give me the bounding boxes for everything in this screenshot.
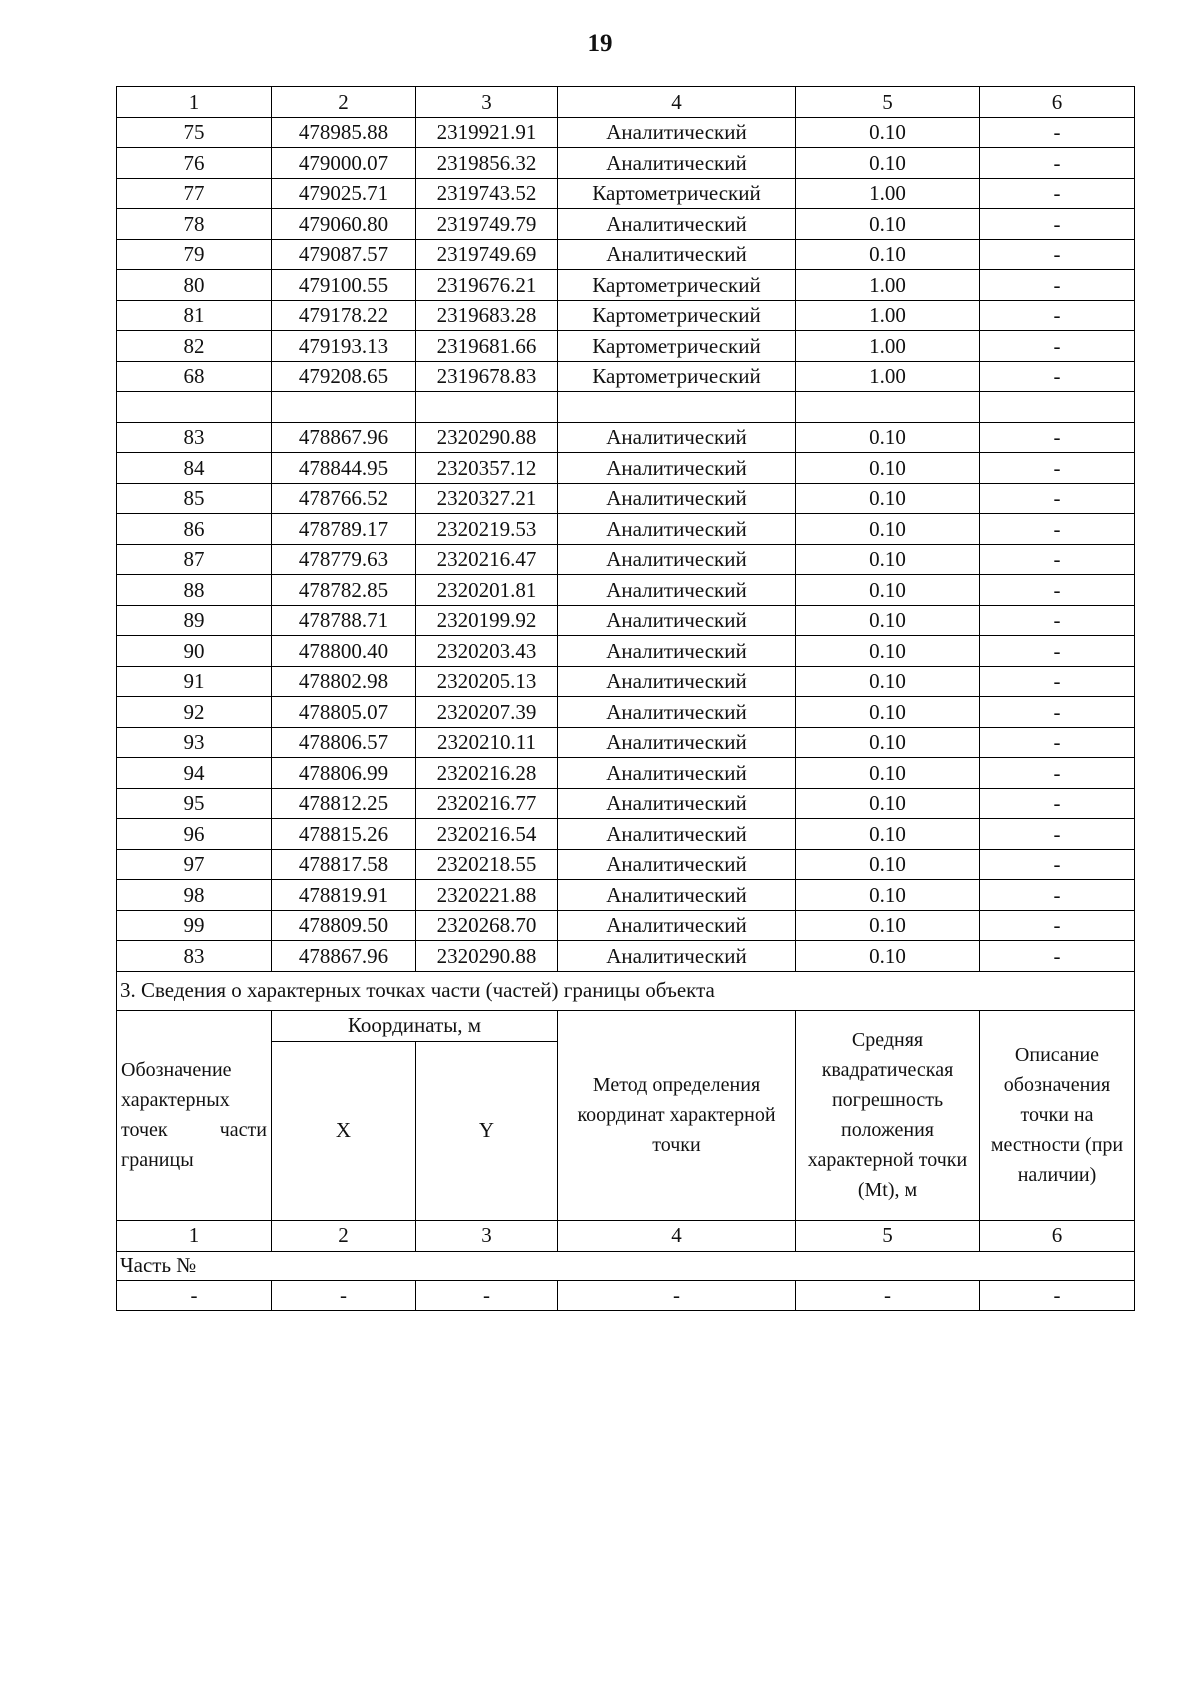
x-coordinate-cell: 478815.26 (272, 819, 416, 850)
y-coordinate-cell: 2319856.32 (416, 148, 558, 179)
empty-cell (980, 392, 1135, 423)
column-number-cell: 2 (272, 87, 416, 118)
point-cell: 81 (117, 300, 272, 331)
x-coordinate-cell: 478779.63 (272, 544, 416, 575)
x-coordinate-cell: 479193.13 (272, 331, 416, 362)
table-row (117, 331, 1135, 362)
column-number-cell: 5 (796, 1220, 980, 1251)
part-label: Часть № (117, 1251, 1135, 1280)
part-label-row (117, 1251, 1135, 1280)
header-method: Метод определения координат характерной точки (558, 1010, 796, 1220)
y-coordinate-cell: 2319921.91 (416, 117, 558, 148)
point-cell: 82 (117, 331, 272, 362)
point-cell: 77 (117, 178, 272, 209)
method-cell: Аналитический (558, 910, 796, 941)
accuracy-cell: 0.10 (796, 697, 980, 728)
description-cell: - (980, 575, 1135, 606)
method-cell: Аналитический (558, 758, 796, 789)
description-cell: - (980, 697, 1135, 728)
accuracy-cell: 0.10 (796, 849, 980, 880)
y-coordinate-cell: 2320290.88 (416, 941, 558, 972)
method-cell: Картометрический (558, 178, 796, 209)
table-row (117, 819, 1135, 850)
y-coordinate-cell: 2320268.70 (416, 910, 558, 941)
x-coordinate-cell: 478788.71 (272, 605, 416, 636)
column-number-cell: 5 (796, 87, 980, 118)
accuracy-cell: 0.10 (796, 239, 980, 270)
x-coordinate-cell: 479178.22 (272, 300, 416, 331)
method-cell: Картометрический (558, 300, 796, 331)
y-coordinate-cell: 2320216.77 (416, 788, 558, 819)
column-number-cell: 6 (980, 1220, 1135, 1251)
accuracy-cell: 0.10 (796, 941, 980, 972)
x-coordinate-cell: 478867.96 (272, 941, 416, 972)
x-coordinate-cell: 478800.40 (272, 636, 416, 667)
accuracy-cell: 1.00 (796, 300, 980, 331)
table-row (117, 544, 1135, 575)
column-number-cell: 4 (558, 1220, 796, 1251)
table-row (117, 178, 1135, 209)
column-number-cell: 1 (117, 1220, 272, 1251)
section-title-row (117, 971, 1135, 1010)
accuracy-cell: 1.00 (796, 178, 980, 209)
method-cell: Аналитический (558, 483, 796, 514)
x-coordinate-cell: 478817.58 (272, 849, 416, 880)
y-coordinate-cell: 2319749.79 (416, 209, 558, 240)
description-cell: - (980, 788, 1135, 819)
point-cell: 83 (117, 941, 272, 972)
empty-cell (416, 392, 558, 423)
accuracy-cell: 0.10 (796, 483, 980, 514)
column-number-cell: 4 (558, 87, 796, 118)
part-data-row (117, 1280, 1135, 1311)
empty-cell (558, 392, 796, 423)
accuracy-cell: 0.10 (796, 605, 980, 636)
table-row (117, 910, 1135, 941)
method-cell: Аналитический (558, 697, 796, 728)
table-row (117, 117, 1135, 148)
y-coordinate-cell: 2320203.43 (416, 636, 558, 667)
table-row (117, 636, 1135, 667)
table-row (117, 727, 1135, 758)
point-cell: 94 (117, 758, 272, 789)
point-cell: 92 (117, 697, 272, 728)
section-header-row (117, 1010, 1135, 1041)
description-cell: - (980, 666, 1135, 697)
method-cell: Аналитический (558, 514, 796, 545)
x-coordinate-cell: 479208.65 (272, 361, 416, 392)
point-cell: 85 (117, 483, 272, 514)
point-cell: 79 (117, 239, 272, 270)
accuracy-cell: 0.10 (796, 880, 980, 911)
description-cell: - (980, 483, 1135, 514)
description-cell: - (980, 544, 1135, 575)
method-cell: Картометрический (558, 331, 796, 362)
y-coordinate-cell: 2320216.54 (416, 819, 558, 850)
description-cell: - (980, 849, 1135, 880)
accuracy-cell: 0.10 (796, 453, 980, 484)
y-coordinate-cell: 2320210.11 (416, 727, 558, 758)
y-coordinate-cell: 2320199.92 (416, 605, 558, 636)
table-row (117, 697, 1135, 728)
table-row (117, 148, 1135, 179)
y-coordinate-cell: 2320207.39 (416, 697, 558, 728)
x-coordinate-cell: 478985.88 (272, 117, 416, 148)
y-coordinate-cell: 2319681.66 (416, 331, 558, 362)
description-cell: - (980, 422, 1135, 453)
y-coordinate-cell: 2320219.53 (416, 514, 558, 545)
table-row (117, 941, 1135, 972)
point-cell: 78 (117, 209, 272, 240)
method-cell: Аналитический (558, 788, 796, 819)
column-number-cell: 3 (416, 1220, 558, 1251)
y-coordinate-cell: 2320216.47 (416, 544, 558, 575)
table-row (117, 666, 1135, 697)
description-cell: - (980, 148, 1135, 179)
description-cell: - (980, 239, 1135, 270)
part-value-cell: - (272, 1280, 416, 1311)
point-cell: 89 (117, 605, 272, 636)
point-cell: 97 (117, 849, 272, 880)
description-cell: - (980, 605, 1135, 636)
table-row (117, 300, 1135, 331)
description-cell: - (980, 300, 1135, 331)
x-coordinate-cell: 478802.98 (272, 666, 416, 697)
method-cell: Картометрический (558, 270, 796, 301)
method-cell: Аналитический (558, 148, 796, 179)
point-cell: 90 (117, 636, 272, 667)
method-cell: Аналитический (558, 239, 796, 270)
x-coordinate-cell: 478789.17 (272, 514, 416, 545)
y-coordinate-cell: 2319743.52 (416, 178, 558, 209)
y-coordinate-cell: 2319749.69 (416, 239, 558, 270)
accuracy-cell: 0.10 (796, 209, 980, 240)
accuracy-cell: 1.00 (796, 331, 980, 362)
description-cell: - (980, 117, 1135, 148)
x-coordinate-cell: 478782.85 (272, 575, 416, 606)
description-cell: - (980, 270, 1135, 301)
section-column-number-row (117, 1220, 1135, 1251)
method-cell: Аналитический (558, 117, 796, 148)
table-row (117, 239, 1135, 270)
table-row (117, 209, 1135, 240)
table-row (117, 605, 1135, 636)
description-cell: - (980, 758, 1135, 789)
x-coordinate-cell: 478809.50 (272, 910, 416, 941)
page-number: 19 (587, 30, 613, 57)
y-coordinate-cell: 2320201.81 (416, 575, 558, 606)
accuracy-cell: 0.10 (796, 788, 980, 819)
y-coordinate-cell: 2320290.88 (416, 422, 558, 453)
x-coordinate-cell: 478806.57 (272, 727, 416, 758)
point-cell: 83 (117, 422, 272, 453)
point-cell: 75 (117, 117, 272, 148)
method-cell: Картометрический (558, 361, 796, 392)
section-title: 3. Сведения о характерных точках части (частей) границы объекта (117, 971, 1135, 1010)
description-cell: - (980, 453, 1135, 484)
boundary-points-table (116, 86, 1135, 1311)
accuracy-cell: 0.10 (796, 148, 980, 179)
x-coordinate-cell: 479087.57 (272, 239, 416, 270)
method-cell: Аналитический (558, 605, 796, 636)
method-cell: Аналитический (558, 880, 796, 911)
header-description: Описание обозначения точки на местности (при наличии) (980, 1010, 1135, 1220)
description-cell: - (980, 209, 1135, 240)
point-cell: 88 (117, 575, 272, 606)
table-row (117, 788, 1135, 819)
part-value-cell: - (558, 1280, 796, 1311)
x-coordinate-cell: 478819.91 (272, 880, 416, 911)
accuracy-cell: 0.10 (796, 544, 980, 575)
point-cell: 76 (117, 148, 272, 179)
method-cell: Аналитический (558, 849, 796, 880)
y-coordinate-cell: 2320218.55 (416, 849, 558, 880)
point-cell: 91 (117, 666, 272, 697)
table-row (117, 453, 1135, 484)
description-cell: - (980, 727, 1135, 758)
table-row (117, 361, 1135, 392)
table-row (117, 514, 1135, 545)
point-cell: 98 (117, 880, 272, 911)
point-cell: 84 (117, 453, 272, 484)
x-coordinate-cell: 479100.55 (272, 270, 416, 301)
y-coordinate-cell: 2320216.28 (416, 758, 558, 789)
empty-cell (796, 392, 980, 423)
y-coordinate-cell: 2319676.21 (416, 270, 558, 301)
table-row (117, 849, 1135, 880)
column-number-cell: 3 (416, 87, 558, 118)
accuracy-cell: 0.10 (796, 422, 980, 453)
accuracy-cell: 0.10 (796, 575, 980, 606)
table-row (117, 758, 1135, 789)
x-coordinate-cell: 478867.96 (272, 422, 416, 453)
description-cell: - (980, 514, 1135, 545)
description-cell: - (980, 331, 1135, 362)
method-cell: Аналитический (558, 941, 796, 972)
part-value-cell: - (796, 1280, 980, 1311)
empty-cell (117, 392, 272, 423)
y-coordinate-cell: 2319678.83 (416, 361, 558, 392)
x-coordinate-cell: 478805.07 (272, 697, 416, 728)
method-cell: Аналитический (558, 666, 796, 697)
accuracy-cell: 0.10 (796, 758, 980, 789)
point-cell: 93 (117, 727, 272, 758)
part-value-cell: - (117, 1280, 272, 1311)
x-coordinate-cell: 479025.71 (272, 178, 416, 209)
accuracy-cell: 0.10 (796, 636, 980, 667)
column-number-row (117, 87, 1135, 118)
accuracy-cell: 0.10 (796, 666, 980, 697)
point-cell: 68 (117, 361, 272, 392)
accuracy-cell: 0.10 (796, 819, 980, 850)
description-cell: - (980, 880, 1135, 911)
point-cell: 96 (117, 819, 272, 850)
column-number-cell: 6 (980, 87, 1135, 118)
point-cell: 87 (117, 544, 272, 575)
y-coordinate-cell: 2320357.12 (416, 453, 558, 484)
x-coordinate-cell: 478844.95 (272, 453, 416, 484)
y-coordinate-cell: 2320221.88 (416, 880, 558, 911)
column-number-cell: 2 (272, 1220, 416, 1251)
method-cell: Аналитический (558, 544, 796, 575)
x-coordinate-cell: 478812.25 (272, 788, 416, 819)
point-cell: 86 (117, 514, 272, 545)
x-coordinate-cell: 479000.07 (272, 148, 416, 179)
header-coordinates: Координаты, м (272, 1010, 558, 1041)
description-cell: - (980, 819, 1135, 850)
description-cell: - (980, 178, 1135, 209)
method-cell: Аналитический (558, 209, 796, 240)
table-row (117, 422, 1135, 453)
x-coordinate-cell: 478766.52 (272, 483, 416, 514)
description-cell: - (980, 361, 1135, 392)
accuracy-cell: 0.10 (796, 514, 980, 545)
y-coordinate-cell: 2320327.21 (416, 483, 558, 514)
point-cell: 95 (117, 788, 272, 819)
x-coordinate-cell: 478806.99 (272, 758, 416, 789)
y-coordinate-cell: 2320205.13 (416, 666, 558, 697)
x-coordinate-cell: 479060.80 (272, 209, 416, 240)
method-cell: Аналитический (558, 636, 796, 667)
method-cell: Аналитический (558, 727, 796, 758)
header-point-designation: Обозначение характерных точек части границы (117, 1010, 272, 1220)
table-row (117, 270, 1135, 301)
y-coordinate-cell: 2319683.28 (416, 300, 558, 331)
header-accuracy: Средняя квадратическая погрешность положения характерной точки (Mt), м (796, 1010, 980, 1220)
accuracy-cell: 0.10 (796, 727, 980, 758)
point-cell: 99 (117, 910, 272, 941)
table-row (117, 575, 1135, 606)
contour-separator-row (117, 392, 1135, 423)
accuracy-cell: 0.10 (796, 910, 980, 941)
header-y: Y (416, 1041, 558, 1220)
description-cell: - (980, 941, 1135, 972)
method-cell: Аналитический (558, 453, 796, 484)
accuracy-cell: 1.00 (796, 361, 980, 392)
description-cell: - (980, 910, 1135, 941)
method-cell: Аналитический (558, 819, 796, 850)
description-cell: - (980, 636, 1135, 667)
method-cell: Аналитический (558, 422, 796, 453)
part-value-cell: - (416, 1280, 558, 1311)
header-x: X (272, 1041, 416, 1220)
table-row (117, 880, 1135, 911)
column-number-cell: 1 (117, 87, 272, 118)
accuracy-cell: 1.00 (796, 270, 980, 301)
accuracy-cell: 0.10 (796, 117, 980, 148)
table-row (117, 483, 1135, 514)
empty-cell (272, 392, 416, 423)
point-cell: 80 (117, 270, 272, 301)
part-value-cell: - (980, 1280, 1135, 1311)
method-cell: Аналитический (558, 575, 796, 606)
